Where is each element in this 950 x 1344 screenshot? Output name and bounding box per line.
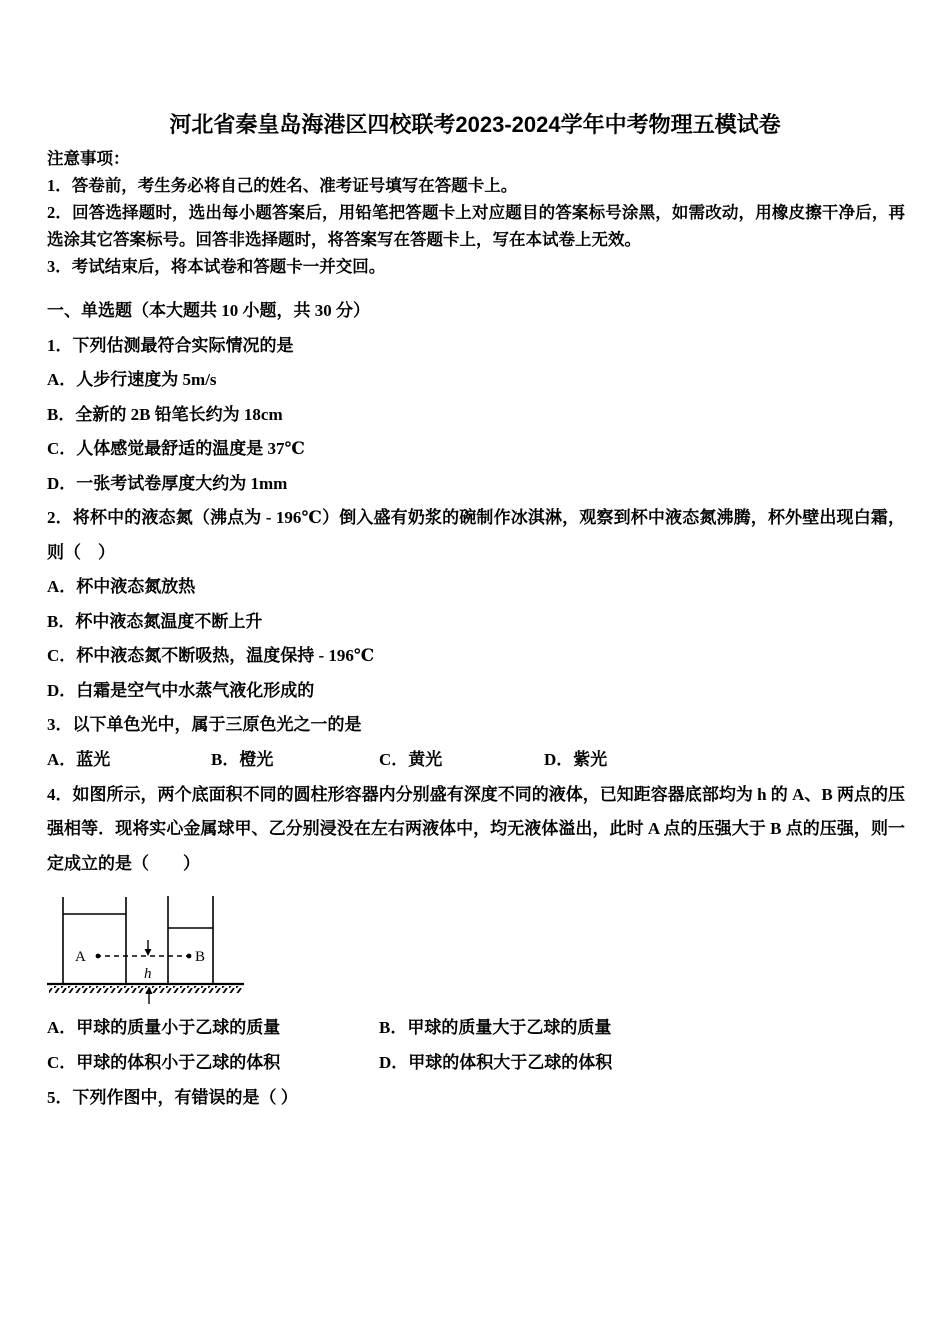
- question-3-stem: 3．以下单色光中，属于三原色光之一的是: [47, 715, 362, 734]
- question-3-option-d: D．紫光: [544, 749, 608, 769]
- question-3-option-b: B．橙光: [211, 749, 274, 769]
- question-1-option-b: B．全新的 2B 铅笔长约为 18cm: [47, 404, 283, 424]
- h-label: h: [144, 966, 152, 982]
- notice-item-1: 1．答卷前，考生务必将自己的姓名、准考证号填写在答题卡上。: [47, 176, 518, 195]
- containers-diagram: [47, 883, 267, 1009]
- question-1-option-c: C．人体感觉最舒适的温度是 37℃: [47, 439, 305, 458]
- question-4-option-a: A．甲球的质量小于乙球的质量: [47, 1018, 281, 1037]
- question-4-stem: 4．如图所示，两个底面积不同的圆柱形容器内分别盛有深度不同的液体，已知距容器底部均为 h 的 A、B 两点的压强相等．现将实心金属球甲、乙分别浸没在左右两液体中，均无液体溢出，此时 A 点的压强大于 B 点的压强，则一定成立的是（ ）: [47, 784, 905, 873]
- notice-item-2: 2．回答选择题时，选出每小题答案后，用铅笔把答题卡上对应题目的答案标号涂黑，如需改动，用橡皮擦干净后，再选涂其它答案标号。回答非选择题时，将答案写在答题卡上，写在本试卷上无效。: [47, 203, 905, 249]
- point-b-dot: [187, 954, 192, 959]
- question-1-option-d: D．一张考试卷厚度大约为 1mm: [47, 473, 288, 493]
- question-3-options-row: [47, 743, 905, 778]
- point-a-label: A: [75, 949, 86, 965]
- h-dimension-top-arrowhead: [145, 949, 152, 956]
- question-2-option-d: D．白霜是空气中水蒸气液化形成的: [47, 680, 315, 700]
- question-4-figure: [47, 883, 905, 1011]
- question-1-option-a: A．人步行速度为 5m/s: [47, 370, 217, 389]
- notice-item-3: 3．考试结束后，将本试卷和答题卡一并交回。: [47, 257, 386, 276]
- paper-title: 河北省秦皇岛海港区四校联考2023-2024学年中考物理五模试卷: [169, 112, 781, 137]
- section-heading: 一、单选题（本大题共 10 小题，共 30 分）: [47, 301, 370, 320]
- question-2-option-a: A．杯中液态氮放热: [47, 577, 196, 596]
- question-1-stem: 1．下列估测最符合实际情况的是: [47, 335, 294, 355]
- question-2-option-b: B．杯中液态氮温度不断上升: [47, 611, 263, 631]
- ground-hatching: [49, 986, 242, 993]
- notice-heading: 注意事项：: [47, 149, 130, 168]
- paper-content: [0, 145, 950, 1116]
- point-b-label: B: [195, 949, 206, 965]
- question-2-option-c: C．杯中液态氮不断吸热，温度保持 - 196℃: [47, 646, 375, 665]
- question-3-option-c: C．黄光: [379, 749, 443, 769]
- point-a-dot: [96, 954, 101, 959]
- question-2-stem: 2．将杯中的液态氮（沸点为 - 196℃）倒入盛有奶浆的碗制作冰淇淋，观察到杯中液态氮沸腾，杯外壁出现白霜，则（ ）: [47, 508, 905, 562]
- question-5-stem: 5．下列作图中，有错误的是（ ）: [47, 1088, 298, 1107]
- question-4-option-b: B．甲球的质量大于乙球的质量: [379, 1018, 612, 1037]
- question-3-option-a: A．蓝光: [47, 749, 111, 769]
- question-4-options-row-2: [47, 1046, 905, 1081]
- notice-section: [47, 145, 905, 280]
- question-4-options-row-1: [47, 1011, 905, 1046]
- question-4-option-d: D．甲球的体积大于乙球的体积: [379, 1053, 613, 1072]
- question-4-option-c: C．甲球的体积小于乙球的体积: [47, 1053, 281, 1072]
